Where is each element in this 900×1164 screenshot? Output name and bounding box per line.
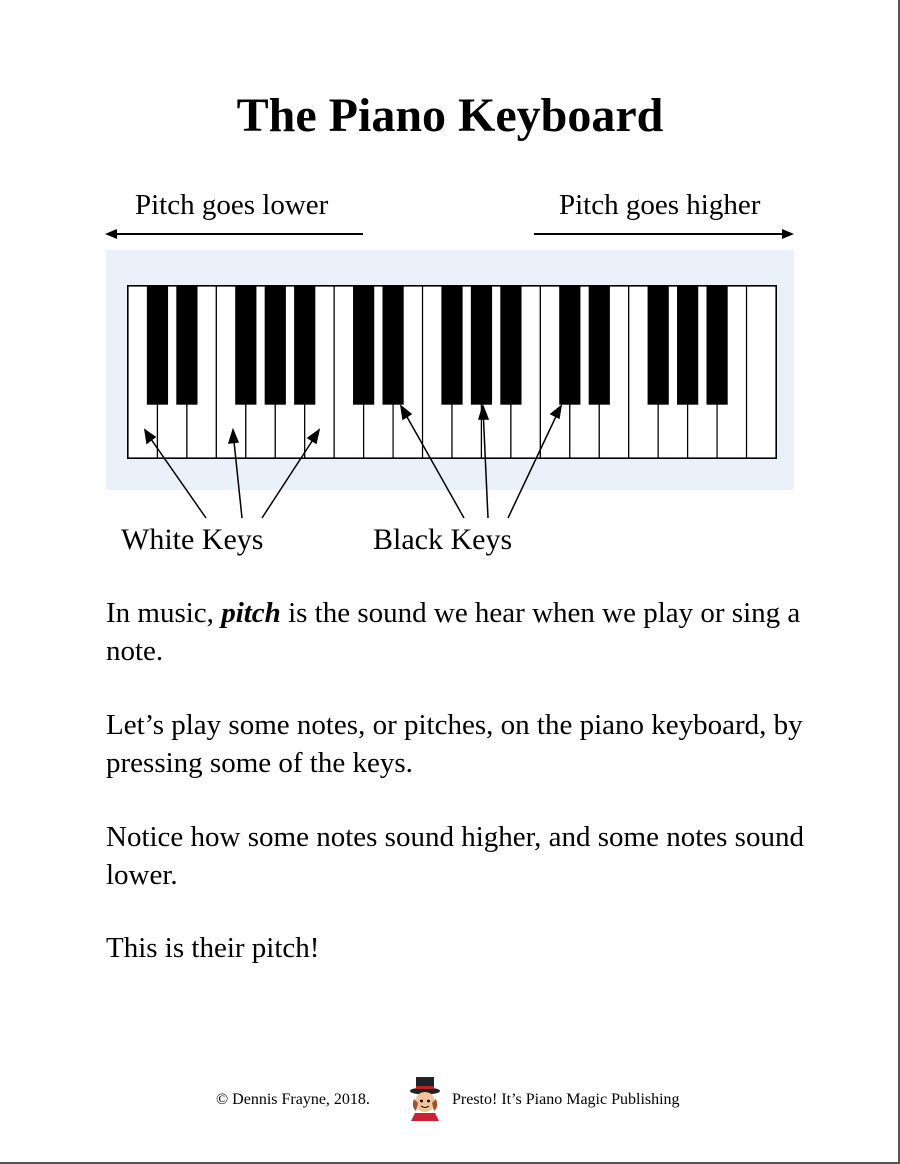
wizard-mascot-icon	[405, 1075, 445, 1121]
black-key[interactable]	[441, 286, 462, 405]
black-key[interactable]	[382, 286, 403, 405]
paragraph-conclusion: This is their pitch!	[106, 932, 320, 964]
black-key[interactable]	[500, 286, 521, 405]
black-key[interactable]	[265, 286, 286, 405]
paragraph-pitch-definition	[106, 594, 826, 670]
keyboard-drawing	[106, 250, 794, 490]
copyright-text: © Dennis Frayne, 2018.	[216, 1091, 370, 1108]
black-key[interactable]	[648, 286, 669, 405]
black-key[interactable]	[471, 286, 492, 405]
black-key[interactable]	[294, 286, 315, 405]
black-key[interactable]	[147, 286, 168, 405]
black-key[interactable]	[353, 286, 374, 405]
white-keys-label: White Keys	[121, 523, 264, 556]
pitch-emphasis: pitch	[221, 597, 281, 629]
pitch-higher-label: Pitch goes higher	[559, 189, 761, 221]
black-keys-label: Black Keys	[373, 523, 513, 556]
black-key[interactable]	[176, 286, 197, 405]
white-key[interactable]	[747, 286, 776, 458]
publisher-text: Presto! It’s Piano Magic Publishing	[452, 1091, 680, 1108]
arrow-left-icon	[105, 224, 367, 244]
black-key[interactable]	[559, 286, 580, 405]
black-key[interactable]	[706, 286, 727, 405]
paragraph-notice: Notice how some notes sound higher, and some notes sound lower.	[106, 821, 804, 891]
black-key[interactable]	[235, 286, 256, 405]
black-key[interactable]	[677, 286, 698, 405]
page-title: The Piano Keyboard	[236, 89, 664, 142]
pitch-lower-label: Pitch goes lower	[135, 189, 329, 221]
arrow-right-icon	[532, 224, 794, 244]
p1-text-start: In music,	[106, 597, 222, 629]
black-key[interactable]	[589, 286, 610, 405]
footer	[0, 1075, 900, 1125]
p1-text-end: is the sound we hear when we play or sing a note.	[106, 597, 801, 667]
piano-keyboard	[106, 250, 794, 490]
paragraph-play-notes: Let’s play some notes, or pitches, on the piano keyboard, by pressing some of the keys.	[106, 709, 803, 779]
